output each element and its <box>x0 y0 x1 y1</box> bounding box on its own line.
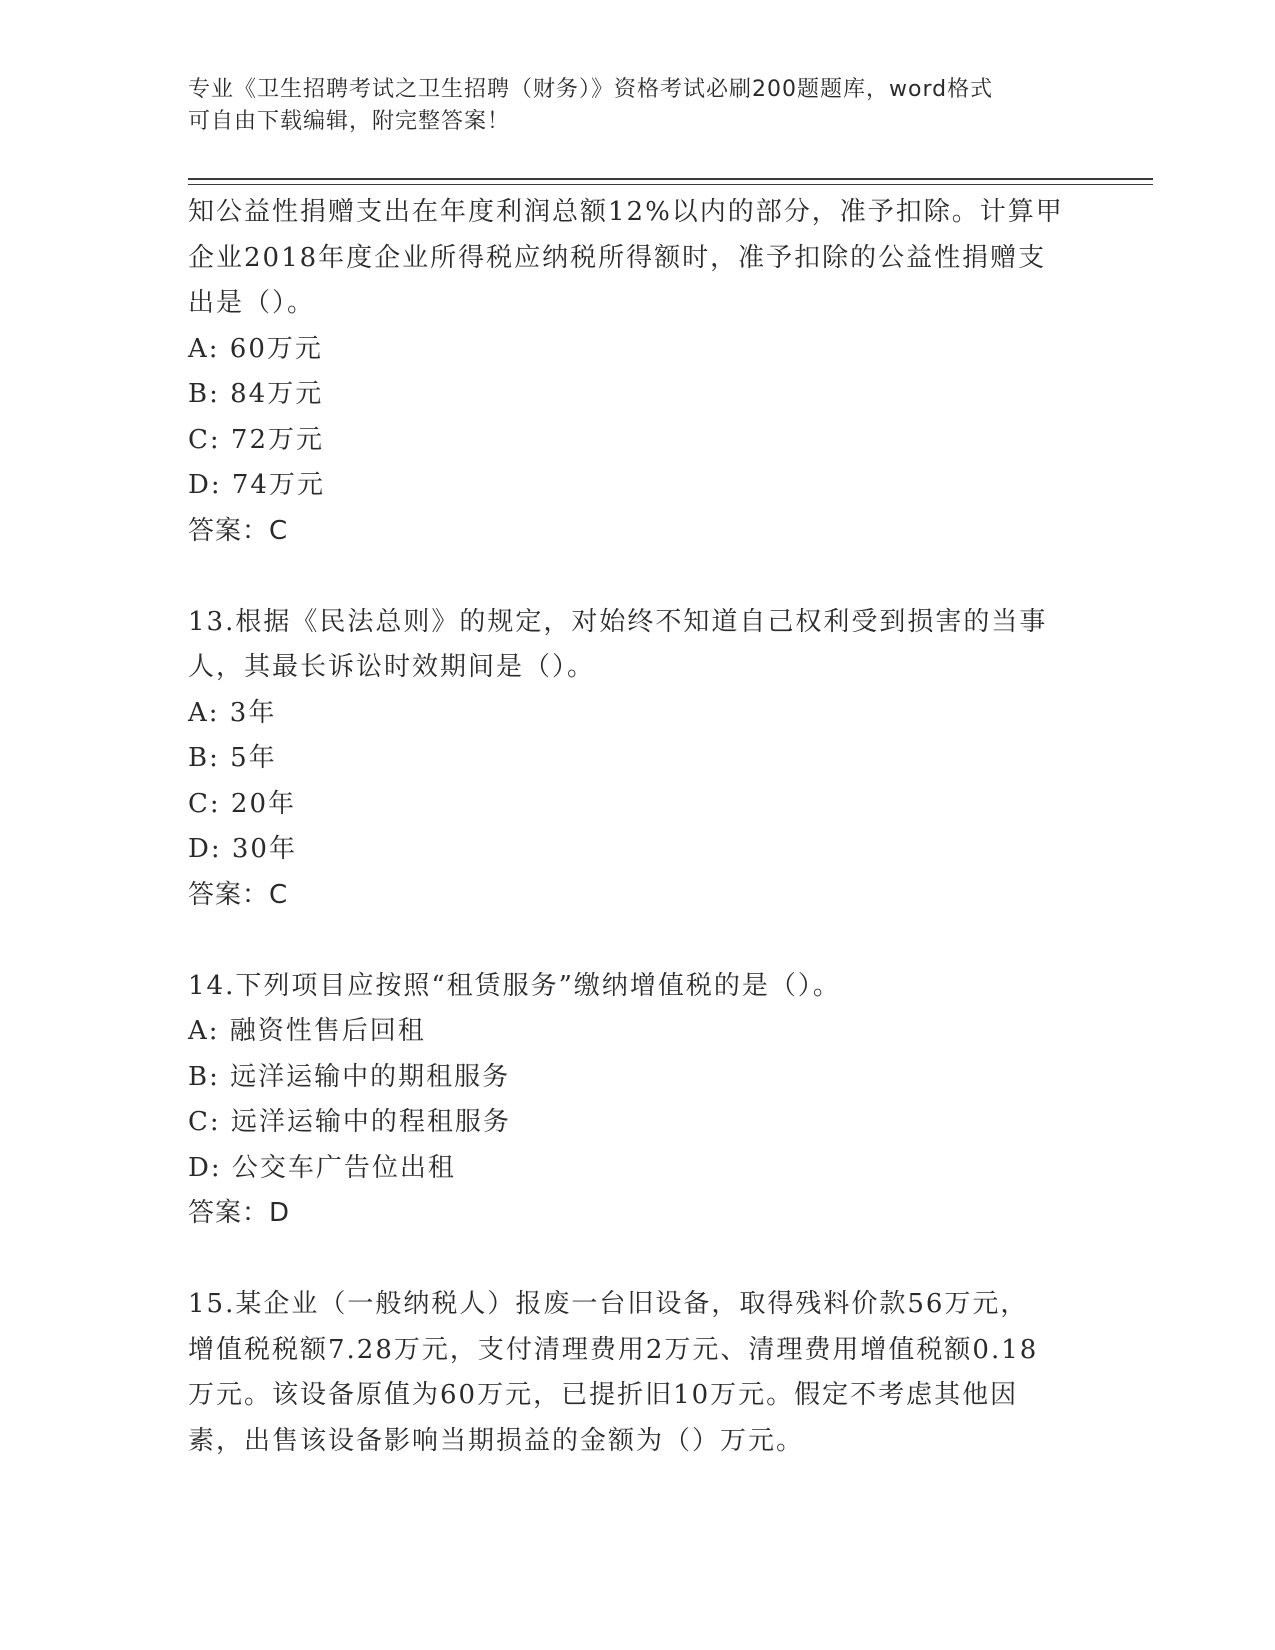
question-stem-line: 增值税税额7.28万元，支付清理费用2万元、清理费用增值税额0.18 <box>188 1334 1039 1365</box>
question-stem-line: 企业2018年度企业所得税应纳税所得额时，准予扣除的公益性捐赠支 <box>188 242 1047 273</box>
question-item <box>188 1282 1088 1464</box>
question-stem-line: 人，其最长诉讼时效期间是（）。 <box>188 652 596 682</box>
header-rule-thin <box>188 184 1153 185</box>
option-c: C: 72万元 <box>188 424 325 455</box>
answer-line: 答案：C <box>188 515 289 546</box>
answer-line: 答案：C <box>188 879 289 910</box>
option-a: A: 60万元 <box>188 333 323 364</box>
header-line-2: 可自由下载编辑，附完整答案！ <box>188 109 511 134</box>
question-list <box>188 190 1088 1464</box>
option-d: D: 30年 <box>188 834 297 864</box>
question-spacer <box>188 918 1088 964</box>
option-a: A: 融资性售后回租 <box>188 1016 426 1046</box>
option-b: B: 5年 <box>188 743 277 773</box>
option-b: B: 84万元 <box>188 379 324 409</box>
question-spacer <box>188 1237 1088 1283</box>
question-stem-line: 出是（）。 <box>188 288 316 318</box>
header-rule-thick <box>188 178 1153 180</box>
question-stem-line: 素，出售该设备影响当期损益的金额为（）万元。 <box>188 1425 805 1456</box>
option-d: D: 公交车广告位出租 <box>188 1152 456 1183</box>
question-item <box>188 190 1088 554</box>
question-stem-line: 万元。该设备原值为60万元，已提折旧10万元。假定不考虑其他因 <box>188 1380 1019 1410</box>
question-item <box>188 600 1088 919</box>
question-stem-line: 13.根据《民法总则》的规定，对始终不知道自己权利受到损害的当事 <box>188 606 1048 637</box>
question-stem-line: 14.下列项目应按照“租赁服务”缴纳增值税的是（）。 <box>188 970 841 1001</box>
header-line-1: 专业《卫生招聘考试之卫生招聘（财务）》资格考试必刷200题题库，word格式 <box>188 77 994 102</box>
option-b: B: 远洋运输中的期租服务 <box>188 1061 511 1092</box>
question-spacer <box>188 554 1088 600</box>
option-a: A: 3年 <box>188 697 277 728</box>
question-stem-line: 知公益性捐赠支出在年度利润总额12%以内的部分，准予扣除。计算甲 <box>188 197 1064 227</box>
document-header <box>188 74 1088 138</box>
option-c: C: 远洋运输中的程租服务 <box>188 1107 511 1137</box>
question-item <box>188 964 1088 1237</box>
answer-line: 答案：D <box>188 1198 291 1228</box>
question-stem-line: 15.某企业（一般纳税人）报废一台旧设备，取得残料价款56万元， <box>188 1289 1029 1319</box>
option-d: D: 74万元 <box>188 470 325 500</box>
option-c: C: 20年 <box>188 788 297 819</box>
